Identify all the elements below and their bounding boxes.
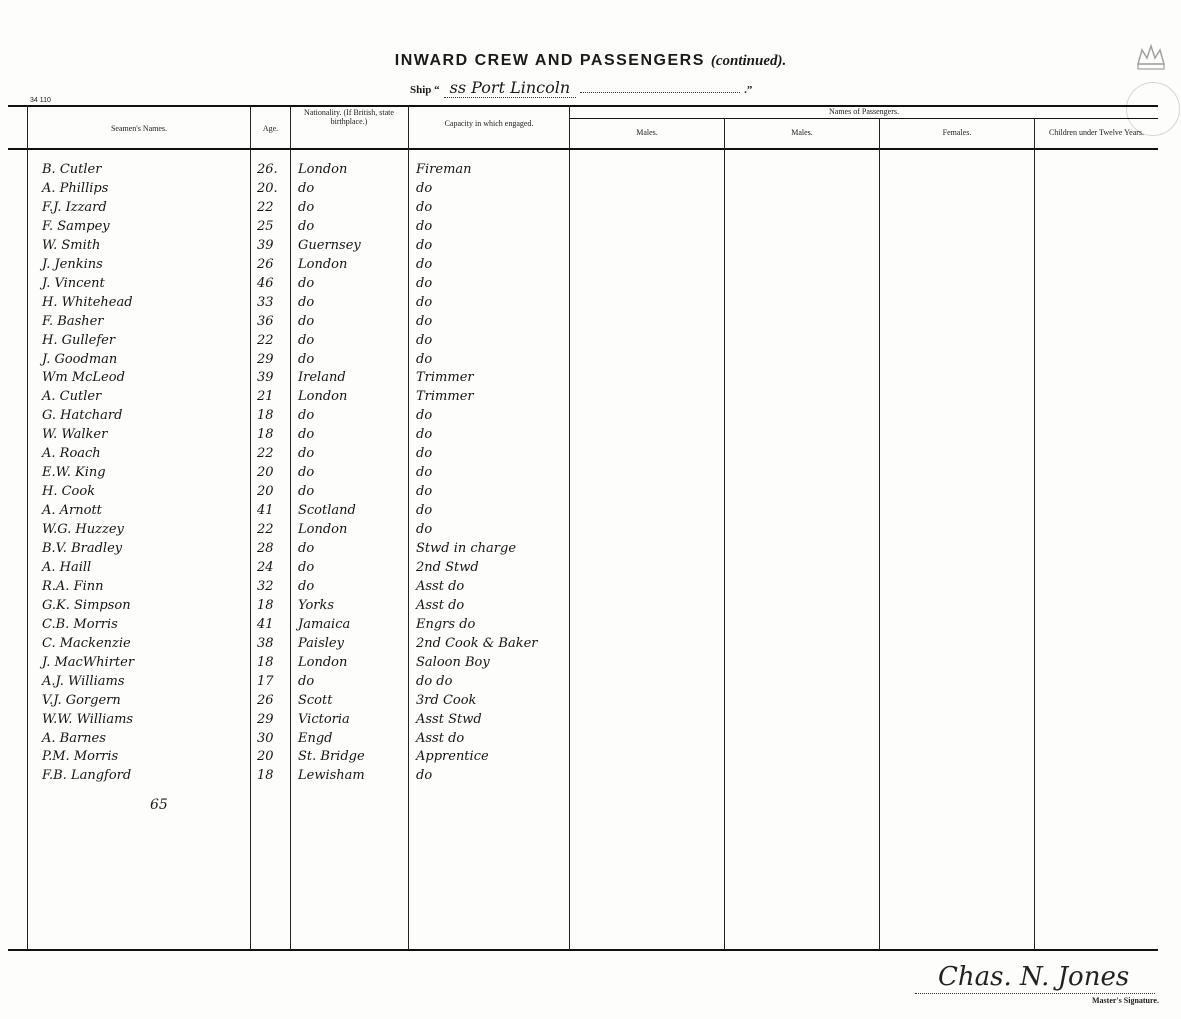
- seaman-name: W.G. Huzzey: [42, 522, 124, 537]
- age-cell: 36: [257, 313, 274, 329]
- age-cell: 22: [257, 199, 274, 215]
- col-header-males-1: Males.: [636, 128, 658, 137]
- capacity-cell: do: [416, 332, 433, 348]
- title-text: INWARD CREW AND PASSENGERS: [394, 52, 705, 69]
- crew-tally: 65: [150, 797, 168, 813]
- age-cell: 22: [257, 446, 274, 462]
- nationality-cell: do: [298, 578, 315, 594]
- col-line-nationality: [290, 105, 291, 950]
- capacity-cell: do: [416, 180, 433, 196]
- seaman-name: A. Arnott: [42, 503, 102, 519]
- age-cell: 26: [257, 256, 274, 272]
- nationality-cell: do: [298, 313, 315, 329]
- bottom-rule: [8, 949, 1158, 951]
- col-header-children: Children under Twelve Years.: [1048, 128, 1145, 137]
- age-cell: 26: [257, 692, 274, 708]
- seaman-name: J. MacWhirter: [42, 654, 135, 670]
- master-signature: Chas. N. Jones: [938, 962, 1130, 992]
- seaman-name: G.K. Simpson: [42, 597, 131, 613]
- capacity-cell: do: [416, 446, 433, 462]
- col-header-age: Age.: [262, 124, 279, 133]
- nationality-cell: London: [298, 256, 348, 272]
- nationality-cell: Victoria: [298, 711, 350, 727]
- nationality-cell: Guernsey: [298, 237, 361, 253]
- capacity-cell: do: [416, 465, 433, 481]
- col-header-names: Seamen's Names.: [110, 124, 168, 133]
- age-cell: 39: [257, 237, 274, 253]
- capacity-cell: Trimmer: [416, 370, 474, 386]
- col-line-capacity: [408, 105, 409, 950]
- capacity-cell: Asst do: [416, 730, 465, 746]
- nationality-cell: Scotland: [298, 503, 356, 519]
- nationality-cell: do: [298, 541, 315, 556]
- nationality-cell: do: [298, 446, 315, 462]
- seaman-name: F.J. Izzard: [42, 199, 107, 215]
- nationality-cell: do: [298, 180, 315, 196]
- nationality-cell: St. Bridge: [298, 749, 365, 765]
- capacity-cell: do: [416, 256, 433, 272]
- capacity-cell: do: [416, 237, 433, 253]
- age-cell: 32: [257, 578, 274, 594]
- col-header-males-2: Males.: [791, 128, 813, 137]
- age-cell: 38: [257, 635, 274, 651]
- seaman-name: P.M. Morris: [42, 749, 119, 765]
- nationality-cell: do: [298, 427, 315, 443]
- seaman-name: G. Hatchard: [42, 408, 123, 424]
- age-cell: 18: [257, 654, 274, 670]
- capacity-cell: do: [416, 218, 433, 234]
- nationality-cell: do: [298, 484, 315, 500]
- age-cell: 20.: [257, 180, 278, 196]
- age-cell: 18: [257, 427, 274, 443]
- seaman-name: W. Smith: [42, 237, 101, 253]
- age-cell: 22: [257, 332, 274, 348]
- seaman-name: A. Roach: [42, 446, 101, 462]
- seaman-name: W. Walker: [42, 427, 108, 443]
- nationality-cell: do: [298, 351, 315, 367]
- seaman-name: A. Haill: [42, 560, 92, 575]
- seaman-name: W.W. Williams: [42, 711, 134, 727]
- ship-line: [410, 78, 752, 98]
- passenger-subrule: [570, 118, 1158, 119]
- age-cell: 29: [257, 711, 274, 727]
- capacity-cell: Asst Stwd: [416, 711, 482, 727]
- seaman-name: B.V. Bradley: [42, 541, 123, 556]
- age-cell: 18: [257, 408, 274, 424]
- seaman-name: J. Goodman: [42, 351, 118, 367]
- nationality-cell: do: [298, 332, 315, 348]
- ship-name: ss Port Lincoln: [444, 78, 576, 98]
- age-cell: 20: [257, 465, 274, 481]
- seaman-name: A. Phillips: [42, 180, 109, 196]
- age-cell: 39: [257, 370, 274, 386]
- age-cell: 25: [257, 218, 274, 234]
- age-cell: 41: [257, 616, 274, 632]
- age-cell: 33: [257, 294, 274, 310]
- nationality-cell: do: [298, 673, 315, 689]
- seaman-name: C. Mackenzie: [42, 635, 131, 651]
- capacity-cell: do: [416, 427, 433, 443]
- nationality-cell: London: [298, 162, 348, 177]
- seaman-name: A.J. Williams: [42, 673, 125, 689]
- form-number: 34 110: [30, 97, 51, 104]
- seaman-name: H. Gullefer: [42, 332, 116, 348]
- capacity-cell: Engrs do: [416, 616, 476, 632]
- seaman-name: J. Vincent: [42, 275, 105, 291]
- capacity-cell: Apprentice: [416, 749, 489, 765]
- seaman-name: V.J. Gorgern: [42, 692, 121, 708]
- capacity-cell: Stwd in charge: [416, 541, 517, 556]
- nationality-cell: Jamaica: [298, 616, 351, 632]
- nationality-cell: do: [298, 465, 315, 481]
- seaman-name: B. Cutler: [42, 162, 102, 177]
- capacity-cell: do: [416, 199, 433, 215]
- age-cell: 30: [257, 730, 274, 746]
- capacity-cell: do: [416, 408, 433, 424]
- ship-close: .”: [744, 84, 753, 96]
- age-cell: 21: [257, 389, 274, 405]
- nationality-cell: London: [298, 654, 348, 670]
- col-line-children: [1034, 118, 1035, 950]
- seaman-name: F. Basher: [42, 313, 104, 329]
- age-cell: 17: [257, 673, 274, 689]
- capacity-cell: do: [416, 313, 433, 329]
- nationality-cell: do: [298, 294, 315, 310]
- seaman-name: A. Barnes: [42, 730, 106, 746]
- seaman-name: F. Sampey: [42, 218, 110, 234]
- capacity-cell: do: [416, 275, 433, 291]
- ship-dotted-line: [580, 92, 740, 93]
- col-line-age: [250, 105, 251, 950]
- age-cell: 18: [257, 768, 274, 784]
- nationality-cell: Ireland: [298, 370, 346, 386]
- nationality-cell: do: [298, 199, 315, 215]
- capacity-cell: do do: [416, 673, 453, 689]
- capacity-cell: 2nd Stwd: [416, 560, 479, 575]
- nationality-cell: Yorks: [298, 597, 335, 613]
- capacity-cell: 3rd Cook: [416, 692, 477, 708]
- age-cell: 29: [257, 351, 274, 367]
- capacity-cell: Trimmer: [416, 389, 474, 405]
- capacity-cell: Saloon Boy: [416, 654, 490, 670]
- nationality-cell: London: [298, 389, 348, 405]
- age-cell: 41: [257, 503, 274, 519]
- nationality-cell: do: [298, 408, 315, 424]
- capacity-cell: do: [416, 484, 433, 500]
- header-rule: [8, 148, 1158, 150]
- nationality-cell: do: [298, 218, 315, 234]
- seaman-name: C.B. Morris: [42, 616, 118, 632]
- seaman-name: E.W. King: [42, 465, 106, 481]
- seaman-name: Wm McLeod: [42, 370, 125, 386]
- seaman-name: F.B. Langford: [42, 768, 132, 784]
- capacity-cell: do: [416, 503, 433, 519]
- age-cell: 24: [257, 560, 274, 575]
- seaman-name: H. Cook: [42, 484, 96, 500]
- ship-label: Ship “: [410, 84, 440, 96]
- capacity-cell: do: [416, 294, 433, 310]
- seaman-name: R.A. Finn: [42, 578, 104, 594]
- signature-line: [915, 993, 1155, 994]
- capacity-cell: do: [416, 768, 433, 784]
- seaman-name: H. Whitehead: [42, 294, 133, 310]
- nationality-cell: do: [298, 275, 315, 291]
- nationality-cell: London: [298, 522, 348, 537]
- age-cell: 26.: [257, 162, 278, 177]
- col-header-females: Females.: [942, 128, 972, 137]
- col-line-males2: [724, 118, 725, 950]
- col-header-passengers: Names of Passengers.: [829, 107, 899, 116]
- col-line-females: [879, 118, 880, 950]
- age-cell: 20: [257, 749, 274, 765]
- age-cell: 28: [257, 541, 274, 556]
- col-line-passengers: [569, 105, 570, 950]
- nationality-cell: Engd: [298, 730, 333, 746]
- capacity-cell: Asst do: [416, 597, 465, 613]
- nationality-cell: Paisley: [298, 635, 344, 651]
- capacity-cell: do: [416, 522, 433, 537]
- title-suffix: (continued).: [710, 53, 787, 69]
- age-cell: 46: [257, 275, 274, 291]
- col-header-capacity: Capacity in which engaged.: [444, 119, 534, 128]
- nationality-cell: do: [298, 560, 315, 575]
- capacity-cell: Asst do: [416, 578, 465, 594]
- seaman-name: J. Jenkins: [42, 256, 103, 272]
- age-cell: 22: [257, 522, 274, 537]
- age-cell: 20: [257, 484, 274, 500]
- page-title: [0, 52, 1181, 70]
- nationality-cell: Lewisham: [298, 768, 365, 784]
- col-line-names: [27, 105, 28, 950]
- capacity-cell: Fireman: [416, 162, 472, 177]
- capacity-cell: 2nd Cook & Baker: [416, 635, 538, 651]
- signature-label: Master's Signature.: [1092, 996, 1159, 1005]
- age-cell: 18: [257, 597, 274, 613]
- col-header-nationality: Nationality. (If British, state birthplace.): [304, 108, 394, 126]
- nationality-cell: Scott: [298, 692, 333, 708]
- seaman-name: A. Cutler: [42, 389, 102, 405]
- capacity-cell: do: [416, 351, 433, 367]
